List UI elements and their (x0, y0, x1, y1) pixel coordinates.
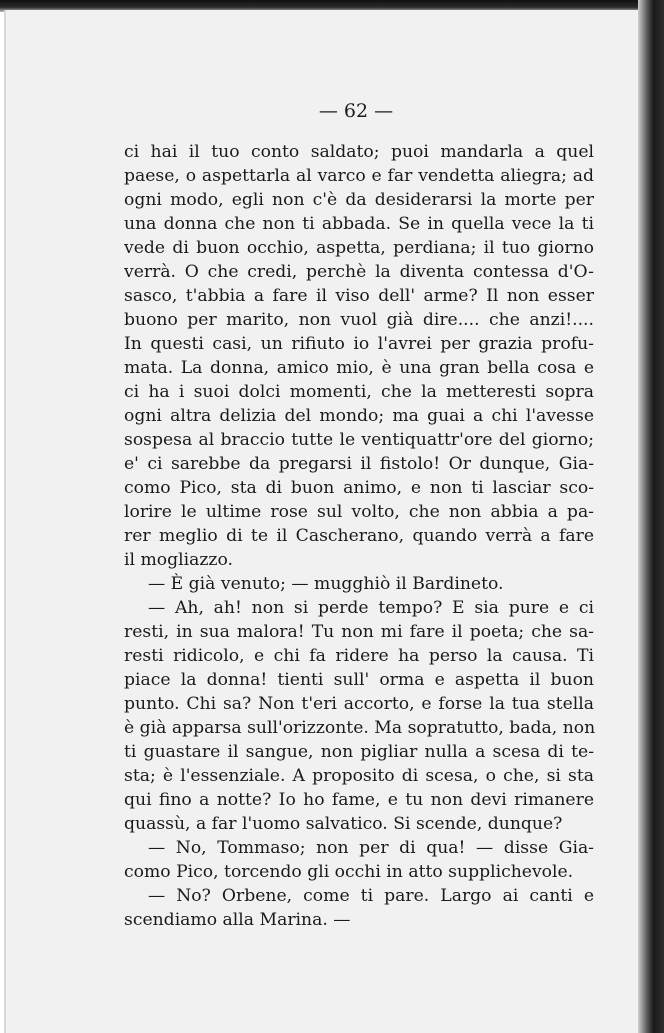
text-line: è già apparsa sull'orizzonte. Ma sopratutto, bada, non (124, 718, 596, 738)
text-line: quassù, a far l'uomo salvatico. Si scende, dunque? (124, 814, 563, 834)
text-line: paese, o aspettarla al varco e far vendetta aliegra; ad (124, 166, 594, 186)
text-line: una donna che non ti abbada. Se in quella vece la ti (124, 214, 594, 234)
text-line: — È già venuto; — mugghiò il Bardineto. (148, 574, 504, 594)
body-text (124, 140, 594, 932)
page-number: — 62 — (318, 100, 394, 122)
text-line: ci ha i suoi dolci momenti, che la metteresti sopra (124, 382, 594, 402)
book-page (4, 10, 640, 1033)
text-line: verrà. O che credi, perchè la diventa contessa d'O- (124, 262, 594, 282)
text-line: In questi casi, un rifiuto io l'avrei per grazia profu- (124, 334, 594, 354)
text-line: mata. La donna, amico mio, è una gran bella cosa e (124, 358, 594, 378)
text-line: — No, Tommaso; non per di qua! — disse Gia- (148, 838, 594, 858)
text-line: — Ah, ah! non si perde tempo? E sia pure e ci (148, 598, 594, 618)
text-line: e' ci sarebbe da pregarsi il fistolo! Or dunque, Gia- (124, 454, 594, 474)
text-line: sta; è l'essenziale. A proposito di scesa, o che, si sta (124, 766, 594, 786)
text-line: ci hai il tuo conto saldato; puoi mandarla a quel (124, 142, 594, 162)
text-line: sasco, t'abbia a fare il viso dell' arme? Il non esser (124, 286, 594, 306)
text-line: resti ridicolo, e chi fa ridere ha perso la causa. Ti (124, 646, 594, 666)
text-line: piace la donna! tienti sull' orma e aspetta il buon (124, 670, 594, 690)
text-line: lorire le ultime rose sul volto, che non abbia a pa- (124, 502, 594, 522)
text-line: como Pico, torcendo gli occhi in atto supplichevole. (124, 862, 574, 882)
text-line: punto. Chi sa? Non t'eri accorto, e forse la tua stella (124, 694, 594, 714)
text-line: qui fino a notte? Io ho fame, e tu non devi rimanere (124, 790, 594, 810)
text-line: ogni modo, egli non c'è da desiderarsi la morte per (124, 190, 594, 210)
scan-edge-right (638, 0, 664, 1033)
text-line: il mogliazzo. (124, 550, 233, 570)
text-line: ti guastare il sangue, non pigliar nulla a scesa di te- (124, 742, 594, 762)
text-line: rer meglio di te il Cascherano, quando verrà a fare (124, 526, 594, 546)
text-line: buono per marito, non vuol già dire.... che anzi!.... (124, 310, 594, 330)
text-line: scendiamo alla Marina. — (124, 910, 351, 930)
text-line: vede di buon occhio, aspetta, perdiana; il tuo giorno (124, 238, 594, 258)
text-line: resti, in sua malora! Tu non mi fare il poeta; che sa- (124, 622, 594, 642)
text-line: como Pico, sta di buon animo, e non ti lasciar sco- (124, 478, 594, 498)
text-line: ogni altra delizia del mondo; ma guai a chi l'avesse (124, 406, 594, 426)
text-line: sospesa al braccio tutte le ventiquattr'ore del giorno; (124, 430, 594, 450)
text-line: — No? Orbene, come ti pare. Largo ai canti e (148, 886, 594, 906)
